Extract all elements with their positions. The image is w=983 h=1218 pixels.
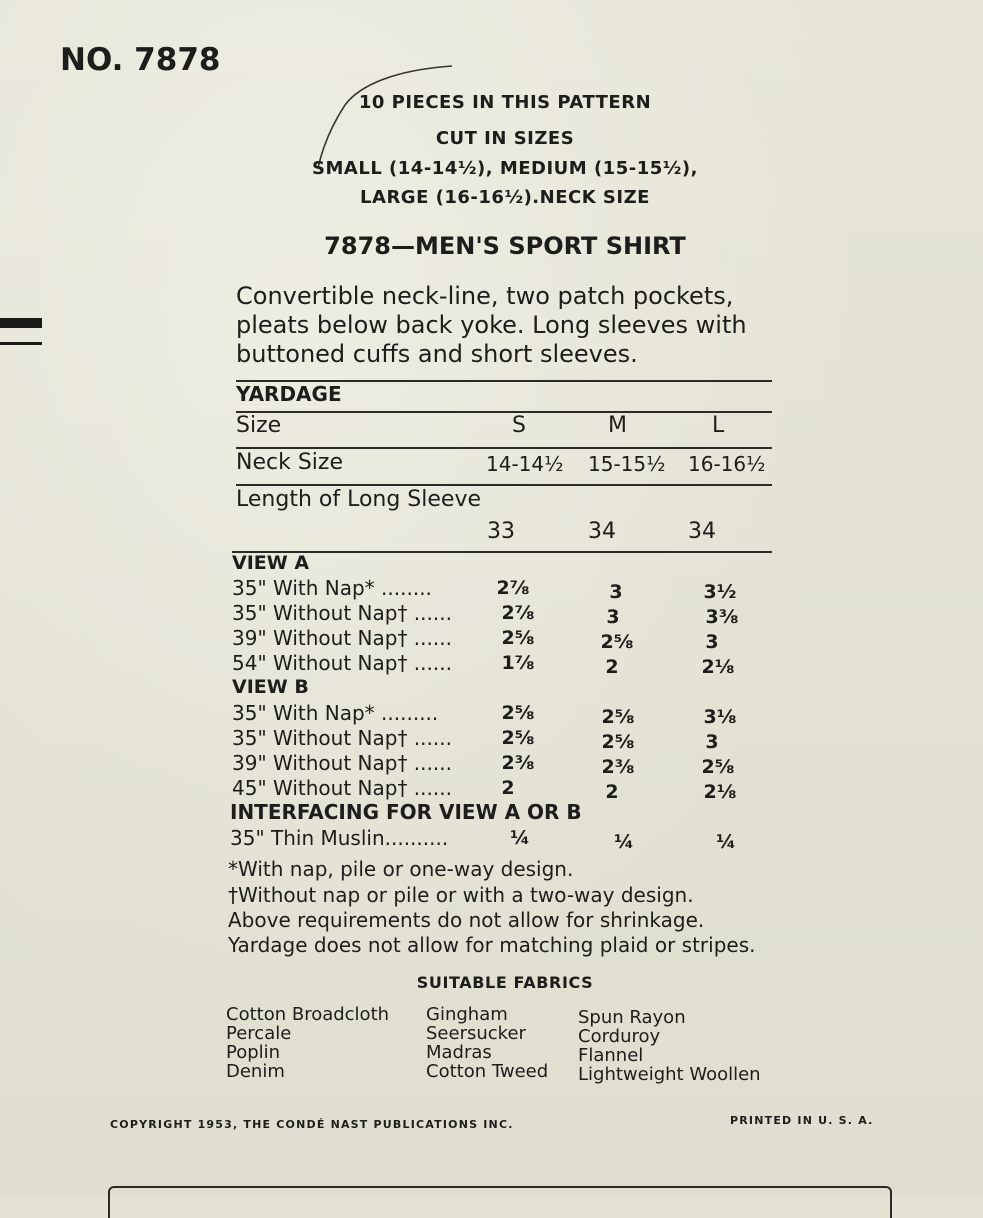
pieces-count: 10 PIECES IN THIS PATTERN <box>358 92 652 113</box>
view-a-s: 2⅝ <box>501 627 535 649</box>
fabric-item: Gingham <box>426 1004 508 1025</box>
footnote-without-nap: †Without nap or pile or with a two-way design. <box>228 883 694 907</box>
view-a-l: 3 <box>705 631 719 653</box>
view-b-m: 2 <box>605 781 619 803</box>
sizes-line-2: LARGE (16-16½).NECK SIZE <box>360 187 650 208</box>
view-a-l: 3⅜ <box>705 606 739 628</box>
interfacing-s: ¼ <box>510 827 530 849</box>
pattern-title: 7878—MEN'S SPORT SHIRT <box>324 232 686 260</box>
table-rule <box>236 447 772 449</box>
sleeve-s: 33 <box>487 519 515 544</box>
view-b-m: 2⅝ <box>601 706 635 728</box>
view-b-row: 39" Without Nap† ...... <box>232 751 452 775</box>
sleeve-label: Length of Long Sleeve <box>236 487 482 512</box>
neck-size-s: 14-14½ <box>486 452 564 476</box>
view-a-m: 2⅝ <box>600 631 634 653</box>
fabric-item: Seersucker <box>426 1023 526 1044</box>
size-s: S <box>512 413 526 438</box>
table-rule <box>236 484 772 486</box>
view-a-m: 3 <box>606 606 620 628</box>
registration-mark <box>0 318 42 328</box>
view-a-s: 1⅞ <box>501 652 535 674</box>
interfacing-m: ¼ <box>614 831 634 853</box>
view-a-row: 35" Without Nap† ...... <box>232 601 452 625</box>
fabric-item: Madras <box>426 1042 492 1063</box>
view-a-row: 54" Without Nap† ...... <box>232 651 452 675</box>
view-a-m: 3 <box>609 581 623 603</box>
view-a-s: 2⅞ <box>501 602 535 624</box>
fabric-item: Cotton Broadcloth <box>226 1004 390 1025</box>
size-l: L <box>712 413 725 438</box>
copyright: COPYRIGHT 1953, THE CONDÉ NAST PUBLICATIONS INC. <box>110 1118 514 1131</box>
view-b-l: 2⅛ <box>703 781 737 803</box>
fabric-item: Lightweight Woollen <box>578 1064 761 1085</box>
view-a-l: 2⅛ <box>701 656 735 678</box>
note-plaid: Yardage does not allow for matching plaid or stripes. <box>228 933 756 957</box>
interfacing-row: 35" Thin Muslin.......... <box>230 826 449 850</box>
fabrics-heading: SUITABLE FABRICS <box>416 973 594 992</box>
printed-in: PRINTED IN U. S. A. <box>730 1114 874 1127</box>
note-shrinkage: Above requirements do not allow for shrinkage. <box>228 908 705 932</box>
view-b-l: 3⅛ <box>703 706 737 728</box>
fabric-item: Flannel <box>578 1045 644 1066</box>
view-b-row: 35" Without Nap† ...... <box>232 726 452 750</box>
interfacing-l: ¼ <box>716 831 736 853</box>
view-a-l: 3½ <box>703 581 737 603</box>
view-a-heading: VIEW A <box>232 552 310 574</box>
description-line: pleats below back yoke. Long sleeves with <box>236 311 747 339</box>
cut-sizes: CUT IN SIZES <box>435 128 575 149</box>
view-b-l: 3 <box>705 731 719 753</box>
bottom-frame <box>108 1186 892 1218</box>
view-a-s: 2⅞ <box>496 577 530 599</box>
neck-size-m: 15-15½ <box>588 452 666 476</box>
table-rule <box>236 411 772 413</box>
footnote-nap: *With nap, pile or one-way design. <box>228 857 574 881</box>
fabric-item: Poplin <box>226 1042 281 1063</box>
view-a-row: 39" Without Nap† ...... <box>232 626 452 650</box>
view-b-s: 2⅝ <box>501 702 535 724</box>
view-b-l: 2⅝ <box>701 756 735 778</box>
yardage-heading: YARDAGE <box>236 382 342 406</box>
view-b-s: 2⅝ <box>501 727 535 749</box>
interfacing-heading: INTERFACING FOR VIEW A OR B <box>230 800 582 824</box>
neck-size-label: Neck Size <box>236 450 343 475</box>
view-b-heading: VIEW B <box>232 676 309 698</box>
fabric-item: Denim <box>226 1061 285 1082</box>
view-b-s: 2⅜ <box>501 752 535 774</box>
registration-mark <box>0 342 42 345</box>
fabric-item: Corduroy <box>578 1026 661 1047</box>
fabric-item: Percale <box>226 1023 292 1044</box>
sleeve-m: 34 <box>588 519 616 544</box>
view-b-m: 2⅝ <box>601 731 635 753</box>
fabric-item: Spun Rayon <box>578 1007 686 1028</box>
view-b-row: 35" With Nap* ......... <box>232 701 439 725</box>
size-m: M <box>608 413 627 438</box>
sizes-line-1: SMALL (14-14½), MEDIUM (15-15½), <box>312 158 698 179</box>
sleeve-l: 34 <box>688 519 716 544</box>
view-b-s: 2 <box>501 777 515 799</box>
size-label: Size <box>236 413 282 438</box>
table-rule <box>232 551 772 553</box>
description-line: Convertible neck-line, two patch pockets, <box>236 282 734 310</box>
description-line: buttoned cuffs and short sleeves. <box>236 340 638 368</box>
fabric-item: Cotton Tweed <box>426 1061 549 1082</box>
neck-size-l: 16-16½ <box>688 452 766 476</box>
view-a-m: 2 <box>605 656 619 678</box>
view-b-row: 45" Without Nap† ...... <box>232 776 452 800</box>
pattern-number: NO. 7878 <box>60 42 221 78</box>
view-b-m: 2⅜ <box>601 756 635 778</box>
view-a-row: 35" With Nap* ........ <box>232 576 432 600</box>
